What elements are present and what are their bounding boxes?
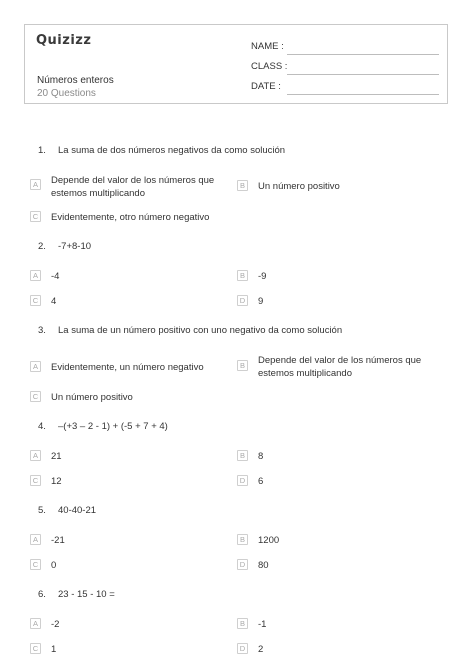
option-letter-badge: B [237, 534, 248, 545]
option-text: 4 [51, 296, 57, 307]
question-text: 40-40-21 [58, 505, 97, 516]
option-letter-badge: D [237, 475, 248, 486]
question-number: 6. [38, 589, 46, 600]
option-text: Un número positivo [258, 181, 340, 192]
option-text: -4 [51, 271, 60, 282]
question-text: -7+8-10 [58, 241, 92, 252]
option-letter-badge: D [237, 643, 248, 654]
option-text: -9 [258, 271, 267, 282]
option-letter-badge: C [30, 559, 41, 570]
option-text: 1200 [258, 535, 280, 546]
option-letter-badge: A [30, 179, 41, 190]
option-letter-badge: B [237, 180, 248, 191]
option-text: Un número positivo [51, 392, 133, 403]
option-letter-badge: B [237, 450, 248, 461]
class-line[interactable] [287, 74, 439, 75]
worksheet-title: Números enteros [37, 75, 114, 86]
option-text: Evidentemente, un número negativo [51, 362, 204, 373]
question-text: La suma de un número positivo con uno negativo da como solución [58, 325, 343, 336]
option-text: 80 [258, 560, 269, 571]
option-text: -21 [51, 535, 65, 546]
option-text: Depende del valor de los números que estemos multiplicando [258, 355, 422, 379]
name-line[interactable] [287, 54, 439, 55]
question-2 [38, 241, 91, 252]
question-text: –(+3 – 2 - 1) + (-5 + 7 + 4) [58, 421, 168, 432]
date-label: DATE : [251, 81, 281, 92]
question-text: 23 - 15 - 10 = [58, 589, 115, 600]
question-1 [38, 145, 285, 156]
option-letter-badge: C [30, 643, 41, 654]
name-label: NAME : [251, 41, 284, 52]
date-line[interactable] [287, 94, 439, 95]
question-5 [38, 505, 96, 516]
class-field[interactable] [251, 61, 439, 75]
option-text: Depende del valor de los números que estemos multiplicando [51, 175, 215, 199]
option-letter-badge: C [30, 211, 41, 222]
option-text: 21 [51, 451, 62, 462]
option-text: -2 [51, 619, 60, 630]
name-field[interactable] [251, 41, 439, 55]
option-letter-badge: D [237, 295, 248, 306]
option-text: 6 [258, 476, 264, 487]
question-number: 5. [38, 505, 46, 516]
question-count: 20 Questions [37, 88, 96, 99]
option-letter-badge: C [30, 391, 41, 402]
option-letter-badge: A [30, 361, 41, 372]
question-3 [38, 325, 342, 336]
option-text: 2 [258, 644, 264, 655]
option-text: 9 [258, 296, 264, 307]
question-6 [38, 589, 115, 600]
class-label: CLASS : [251, 61, 288, 72]
quizizz-logo: Quizizz [36, 33, 92, 48]
option-letter-badge: B [237, 360, 248, 371]
question-number: 2. [38, 241, 46, 252]
option-letter-badge: D [237, 559, 248, 570]
question-number: 1. [38, 145, 46, 156]
question-number: 3. [38, 325, 46, 336]
option-text: -1 [258, 619, 267, 630]
option-letter-badge: A [30, 450, 41, 461]
question-text: La suma de dos números negativos da como solución [58, 145, 286, 156]
option-letter-badge: B [237, 618, 248, 629]
option-text: 1 [51, 644, 57, 655]
date-field[interactable] [251, 81, 439, 95]
worksheet-header [24, 24, 448, 104]
option-text: 12 [51, 476, 62, 487]
question-number: 4. [38, 421, 46, 432]
option-letter-badge: B [237, 270, 248, 281]
option-letter-badge: C [30, 475, 41, 486]
option-text: 8 [258, 451, 264, 462]
option-letter-badge: A [30, 270, 41, 281]
option-text: Evidentemente, otro número negativo [51, 212, 210, 223]
option-letter-badge: A [30, 618, 41, 629]
option-letter-badge: A [30, 534, 41, 545]
option-letter-badge: C [30, 295, 41, 306]
option-text: 0 [51, 560, 57, 571]
question-4 [38, 421, 168, 432]
